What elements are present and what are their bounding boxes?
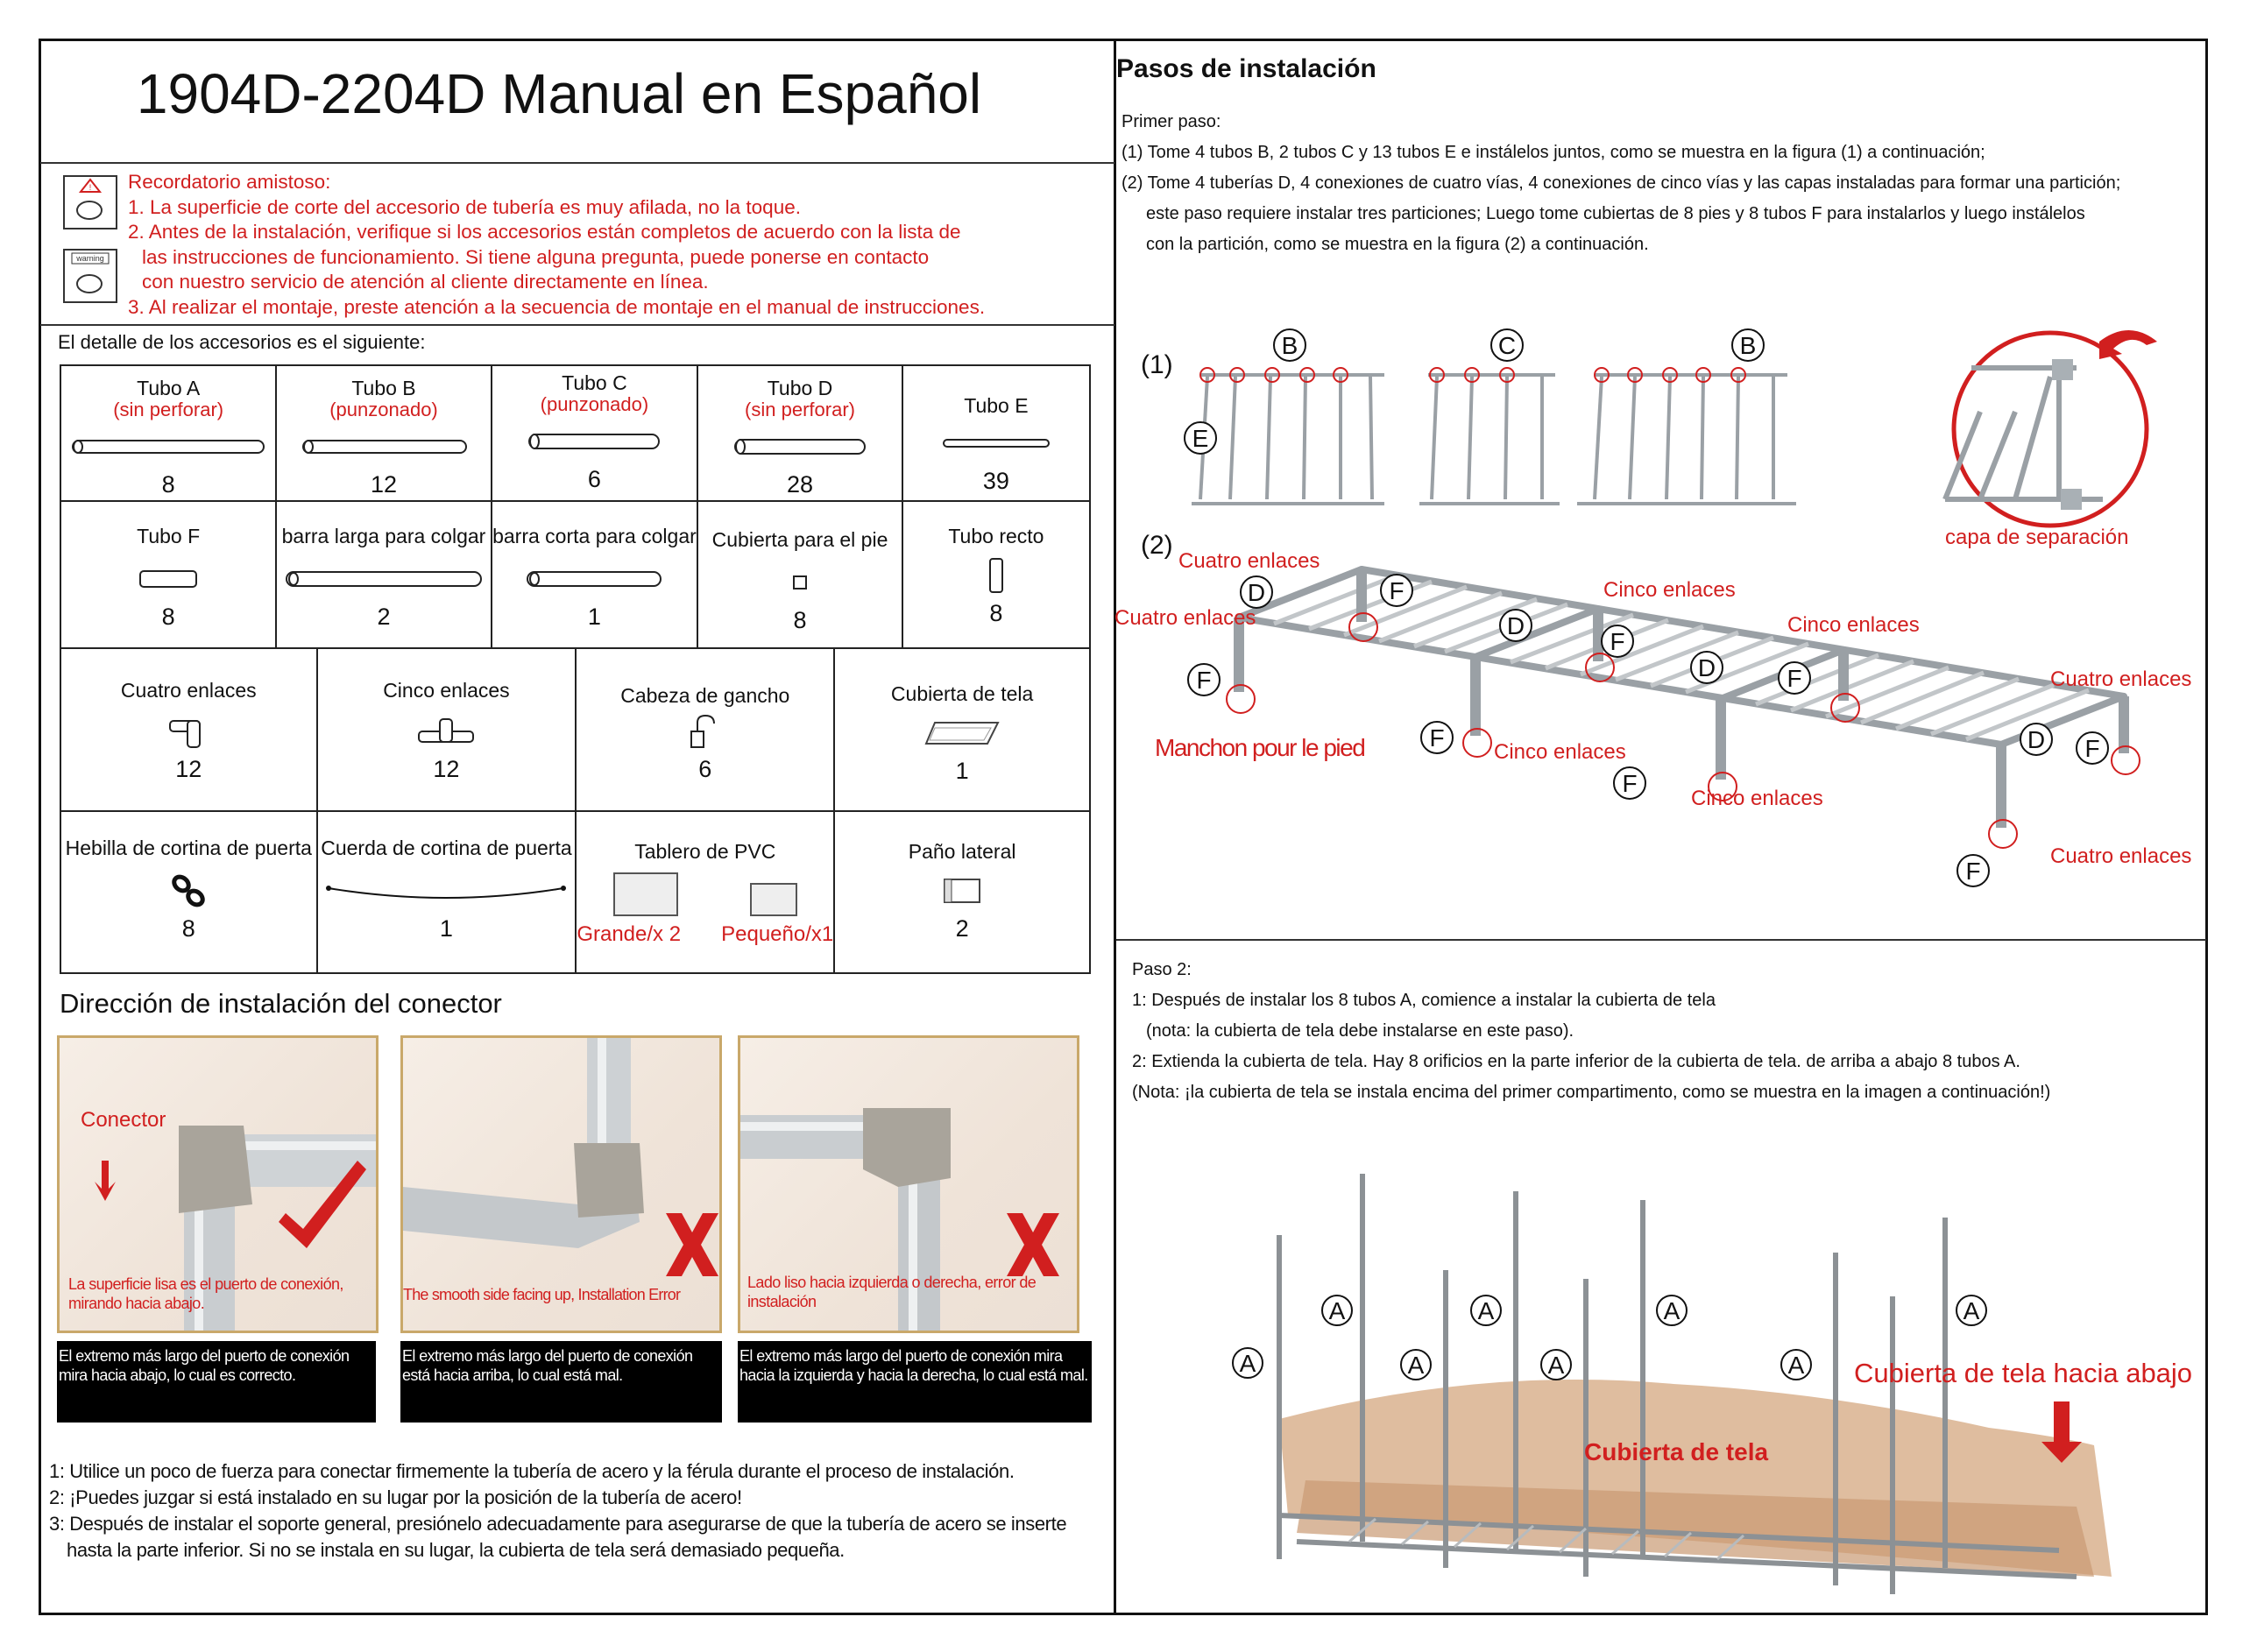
fabric-cover-label: Cubierta de tela xyxy=(1584,1438,1769,1465)
caption-correct: El extremo más largo del puerto de conexión mira hacia abajo, lo cual es correcto. xyxy=(57,1341,376,1423)
partition-label: capa de separación xyxy=(1945,526,2129,549)
accessory-cell xyxy=(276,365,491,501)
accessory-count: 12 xyxy=(433,756,460,782)
five-way-connector-icon xyxy=(318,712,576,751)
accessory-count: 28 xyxy=(786,471,814,498)
reminder-line: 1. La superficie de corte del accesorio de tubería es muy afilada, no la toque. xyxy=(128,195,801,218)
connector-photo-side xyxy=(738,1035,1079,1333)
accessory-count: 8 xyxy=(181,915,195,942)
accessory-cell xyxy=(492,501,698,648)
connector-label: Conector xyxy=(81,1108,166,1132)
divider xyxy=(1116,939,2206,941)
letter-a-label: A xyxy=(1328,1297,1346,1324)
accessory-name: Hebilla de cortina de puerta xyxy=(65,837,312,859)
accessory-sub: (punzonado) xyxy=(329,399,438,420)
reminder-line: 3. Al realizar el montaje, preste atención a la secuencia de montaje en el manual de instrucciones. xyxy=(128,295,986,318)
partition-detail-diagram xyxy=(1928,324,2164,534)
step2-line: 2: Extienda la cubierta de tela. Hay 8 orificios en la parte inferior de la cubierta de tela. de arriba a abajo 8 tubos A. xyxy=(1132,1052,2020,1071)
letter-a-label: A xyxy=(1787,1352,1805,1379)
warning-icon xyxy=(63,249,117,303)
accessory-count: 12 xyxy=(175,756,202,782)
letter-f-label: F xyxy=(1622,770,1638,797)
four-links-label: Cuatro enlaces xyxy=(2050,844,2192,868)
tube-medium-icon xyxy=(492,422,697,461)
accessory-name: Cubierta para el pie xyxy=(711,528,888,551)
fabric-cover-icon xyxy=(835,714,1089,752)
step2-line: (nota: la cubierta de tela debe instalarse en este paso). xyxy=(1146,1021,1574,1041)
letter-f-label: F xyxy=(1787,665,1802,692)
reminder-line: con nuestro servicio de atención al cliente directamente en línea. xyxy=(142,271,709,293)
accessory-cell xyxy=(834,811,1090,973)
accessory-cell xyxy=(902,501,1090,648)
note-line: 2: ¡Puedes juzgar si está instalado en su lugar por la posición de la tubería de acero! xyxy=(49,1486,742,1508)
accessory-name: Cuerda de cortina de puerta xyxy=(321,837,572,859)
letter-d-label: D xyxy=(1697,654,1716,681)
straight-tube-icon xyxy=(903,556,1089,595)
reminder-line: las instrucciones de funcionamiento. Si tiene alguna pregunta, puede ponerse en contacto xyxy=(142,245,930,268)
foot-sleeve-label: Manchon pour le pied xyxy=(1155,734,1365,761)
bar-short-icon xyxy=(492,560,697,598)
accessory-name: Tubo recto xyxy=(948,525,1044,547)
letter-a-label: A xyxy=(1477,1297,1495,1324)
letter-d-label: D xyxy=(1247,579,1266,606)
accessory-cell xyxy=(834,648,1090,811)
accessory-cell xyxy=(60,648,317,811)
tube-long-icon xyxy=(61,427,275,466)
connector-photo-up xyxy=(400,1035,722,1333)
accessory-count: 2 xyxy=(955,915,969,942)
step2-title: Paso 2: xyxy=(1132,960,1192,979)
letter-d-label: D xyxy=(1506,612,1525,639)
letter-a-label: A xyxy=(1547,1352,1565,1379)
accessory-count: 8 xyxy=(989,600,1003,626)
svg-text:warning: warning xyxy=(76,254,104,263)
accessory-sub: (punzonado) xyxy=(540,393,649,415)
figure1-label: (1) xyxy=(1141,350,1173,379)
accessories-table-lower xyxy=(60,647,1091,974)
accessory-name: barra larga para colgar xyxy=(281,525,486,547)
bar-long-icon xyxy=(277,560,490,598)
accessory-count: 6 xyxy=(587,466,601,492)
figure1-diagram xyxy=(1174,324,1805,526)
accessory-cell xyxy=(576,811,834,973)
accessory-name: Tubo C xyxy=(562,371,627,394)
note-line: 3: Después de instalar el soporte general, presiónelo adecuadamente para asegurarse de que la tubería de acero se inserte xyxy=(49,1513,1067,1535)
accessory-cell xyxy=(276,501,491,648)
accessory-count: 8 xyxy=(161,471,175,498)
accessory-cell xyxy=(902,365,1090,501)
svg-text:!: ! xyxy=(88,183,92,192)
photo-caption-text: Lado liso hacia izquierda o derecha, error de instalación xyxy=(747,1274,1037,1310)
steps-heading: Pasos de instalación xyxy=(1116,54,1376,83)
curtain-buckle-icon xyxy=(61,872,316,910)
accessory-name: Tubo A xyxy=(137,377,201,399)
step1-title: Primer paso: xyxy=(1122,112,1221,131)
step1-text xyxy=(1122,107,2120,260)
accessory-name: Tubo B xyxy=(351,377,416,399)
pvc-size-labels xyxy=(577,917,833,947)
letter-f-label: F xyxy=(1610,628,1625,655)
letter-f-label: F xyxy=(1196,667,1212,694)
curtain-rope-icon xyxy=(318,872,576,910)
accessory-cell xyxy=(60,501,276,648)
step1-line: con la partición, como se muestra en la figura (2) a continuación. xyxy=(1146,235,1649,254)
four-links-label: Cuatro enlaces xyxy=(2050,667,2192,691)
accessories-table xyxy=(60,364,1091,649)
connector-photo-correct xyxy=(57,1035,379,1333)
hook-head-icon xyxy=(577,712,833,751)
accessory-count: 6 xyxy=(698,756,712,782)
letter-a-label: A xyxy=(1407,1352,1425,1379)
letter-b-label: B xyxy=(1739,332,1757,359)
letter-e-label: E xyxy=(1192,425,1209,452)
five-links-label: Cinco enlaces xyxy=(1494,740,1626,764)
pvc-board-icon xyxy=(577,872,833,917)
cover-down-label: Cubierta de tela hacia abajo xyxy=(1854,1358,2193,1388)
four-way-connector-icon xyxy=(61,712,316,751)
tube-medium-icon xyxy=(698,427,902,466)
step2-line: 1: Después de instalar los 8 tubos A, comience a instalar la cubierta de tela xyxy=(1132,991,1716,1010)
accessory-cell xyxy=(60,365,276,501)
accessory-name: Cubierta de tela xyxy=(890,682,1034,705)
cut-warning-icon xyxy=(63,175,117,229)
four-links-label: Cuatro enlaces xyxy=(1178,549,1320,573)
accessory-cell xyxy=(492,365,698,501)
note-line: 1: Utilice un poco de fuerza para conectar firmemente la tubería de acero y la férula durante el proceso de instalación. xyxy=(49,1460,1015,1482)
step1-line: (2) Tome 4 tuberías D, 4 conexiones de cuatro vías, 4 conexiones de cinco vías y las capas instaladas para formar una partición; xyxy=(1122,173,2121,193)
connector-heading: Dirección de instalación del conector xyxy=(60,988,502,1019)
accessory-name: Tubo E xyxy=(964,394,1029,417)
accessory-count: 8 xyxy=(161,604,175,630)
accessory-count: 8 xyxy=(793,607,807,633)
caption-up-wrong: El extremo más largo del puerto de conexión está hacia arriba, lo cual está mal. xyxy=(400,1341,722,1423)
letter-f-label: F xyxy=(2084,735,2100,762)
five-links-label: Cinco enlaces xyxy=(1787,613,1920,637)
accessory-name: Tubo F xyxy=(137,525,201,547)
accessory-count: 39 xyxy=(982,468,1009,494)
caption-side-wrong: El extremo más largo del puerto de conexión mira hacia la izquierda y hacia la derecha, lo cual está mal. xyxy=(738,1341,1092,1423)
step1-line: (1) Tome 4 tubos B, 2 tubos C y 13 tubos E e instálelos juntos, como se muestra en la figura (1) a continuación; xyxy=(1122,143,1985,162)
pvc-small-label: Pequeño/x1 xyxy=(721,922,834,946)
page-title: 1904D-2204D Manual en Español xyxy=(136,62,982,125)
letter-f-label: F xyxy=(1429,724,1445,752)
accessory-name: Cinco enlaces xyxy=(383,679,510,702)
accessory-cell xyxy=(317,811,577,973)
accessory-sub: (sin perforar) xyxy=(113,399,224,420)
note-line: hasta la parte inferior. Si no se instala en su lugar, la cubierta de tela será demasiado pequeña. xyxy=(67,1539,845,1561)
accessory-cell xyxy=(317,648,577,811)
accessory-name: Paño lateral xyxy=(908,840,1016,863)
five-links-label: Cinco enlaces xyxy=(1691,787,1823,810)
four-links-label: Cuatro enlaces xyxy=(1114,606,1256,630)
accessory-name: Tablero de PVC xyxy=(634,840,776,863)
reminder-block xyxy=(128,170,985,320)
accessory-count: 1 xyxy=(587,604,601,630)
reminder-heading: Recordatorio amistoso: xyxy=(128,171,331,193)
five-links-label: Cinco enlaces xyxy=(1603,578,1736,602)
accessories-heading: El detalle de los accesorios es el siguiente: xyxy=(58,331,426,353)
accessory-cell xyxy=(697,365,902,501)
accessory-name: Cuatro enlaces xyxy=(120,679,257,702)
accessory-name: barra corta para colgar xyxy=(492,525,697,547)
notes-block xyxy=(49,1458,1066,1564)
step2-line: (Nota: ¡la cubierta de tela se instala encima del primer compartimento, como se muestra en la imagen a continuación!) xyxy=(1132,1083,2051,1102)
accessory-cell xyxy=(576,648,834,811)
step2-text xyxy=(1132,955,2050,1108)
reminder-line: 2. Antes de la instalación, verifique si los accesorios están completos de acuerdo con la lista de xyxy=(128,221,961,243)
letter-a-label: A xyxy=(1963,1297,1980,1324)
letter-f-label: F xyxy=(1389,577,1405,604)
tube-short-icon xyxy=(61,560,275,598)
letter-f-label: F xyxy=(1965,858,1981,885)
figure2-label: (2) xyxy=(1141,531,1173,560)
tube-long-icon xyxy=(277,427,490,466)
accessory-cell xyxy=(697,501,902,648)
step1-line: este paso requiere instalar tres particiones; Luego tome cubiertas de 8 pies y 8 tubos F para instalarlos y luego instálelos xyxy=(1146,204,2085,223)
accessory-count: 1 xyxy=(955,758,969,784)
accessory-count: 2 xyxy=(377,604,391,630)
tube-thin-icon xyxy=(903,424,1089,462)
accessory-sub: (sin perforar) xyxy=(745,399,855,420)
divider xyxy=(40,324,1114,326)
accessory-count: 12 xyxy=(370,471,398,498)
photo-caption-text: La superficie lisa es el puerto de conexión, mirando hacia abajo. xyxy=(68,1275,343,1312)
accessory-cell xyxy=(60,811,317,973)
letter-a-label: A xyxy=(1239,1350,1256,1377)
photo-caption-text: The smooth side facing up, Installation Error xyxy=(403,1286,681,1303)
letter-b-label: B xyxy=(1281,332,1298,359)
side-cloth-icon xyxy=(835,872,1089,910)
letter-a-label: A xyxy=(1663,1297,1680,1324)
pvc-large-label: Grande/x 2 xyxy=(577,922,682,946)
foot-cap-icon xyxy=(698,563,902,602)
accessory-name: Tubo D xyxy=(767,377,833,399)
accessory-count: 1 xyxy=(439,915,453,942)
divider xyxy=(40,162,1114,164)
letter-d-label: D xyxy=(2027,726,2046,753)
accessory-name: Cabeza de gancho xyxy=(620,684,790,707)
letter-c-label: C xyxy=(1497,332,1517,359)
